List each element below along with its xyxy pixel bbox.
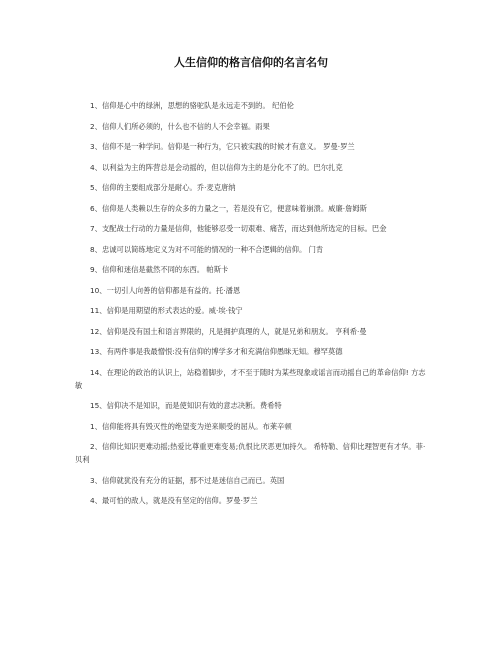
document-title: 人生信仰的格言信仰的名言名句 [174,56,328,69]
quote-paragraph: 8、忠诚可以简练地定义为对不可能的情况的一种不合逻辑的信仰。 门肯 [90,244,324,254]
quote-paragraph: 1、信仰能将具有毁灭性的绝望变为逆来顺受的屈从。布莱辛顿 [90,421,292,431]
quote-paragraph: 1、信仰是心中的绿洲，思想的骆驼队是永远走不到的。 纪伯伦 [90,101,294,110]
quote-paragraph: 15、信仰决不是知识，而是使知识有效的意志决断。费希特 [90,401,282,410]
document-body [75,99,427,515]
quote-paragraph: 4、最可怕的敌人，就是没有坚定的信仰。罗曼·罗兰 [90,496,258,505]
quote-paragraph: 2、信仰比知识更难动摇;热爱比尊重更难变易;仇恨比厌恶更加持久。 希特勒、信仰比理智更有才华。菲·贝利 [75,442,426,464]
quote-paragraph: 9、信仰和迷信是截然不同的东西。 帕斯卡 [90,265,229,274]
quote-paragraph: 14、在理论的政治的认识上，站稳着脚步，才不至于随时为某些现象或谣言而动摇自己的革命信仰! 方志敏 [75,367,426,390]
quote-paragraph: 12、信仰是没有国土和语言界限的，凡是拥护真理的人，就是兄弟和朋友。 亨利希·曼 [90,326,367,336]
quote-paragraph: 2、信仰人们所必须的，什么也不信的人不会幸福。雨果 [90,121,270,131]
quote-paragraph: 13、有两件事是我最憎恨:没有信仰的博学多才和充满信仰愚昧无知。穆罕莫德 [90,347,343,356]
quote-paragraph: 3、信仰就犹没有充分的证据，那不过是迷信自己而已。英国 [90,475,285,485]
quote-paragraph: 5、信仰的主要组成部分是耐心。乔·麦克唐纳 [90,183,236,192]
quote-paragraph: 7、支配战士行动的力量是信仰，他能够忍受一切艰难、痛苦，而达到他所选定的目标。巴金 [90,224,387,233]
quote-paragraph: 4、以利益为主的阵营总是会动摇的，但以信仰为主的是分化不了的。巴尔扎克 [90,162,343,172]
quote-paragraph: 10、一切引人向善的信仰都是有益的。托·潘恩 [90,285,241,295]
quote-paragraph: 3、信仰不是一种学问。信仰是一种行为，它只被实践的时候才有意义。 罗曼·罗兰 [90,142,355,151]
quote-paragraph: 11、信仰是用期望的形式表达的爱。威·埃·钱宁 [90,306,243,315]
quote-paragraph: 6、信仰是人类赖以生存的众多的力量之一，若是没有它，便意味着崩溃。威廉·詹姆斯 [90,203,367,213]
